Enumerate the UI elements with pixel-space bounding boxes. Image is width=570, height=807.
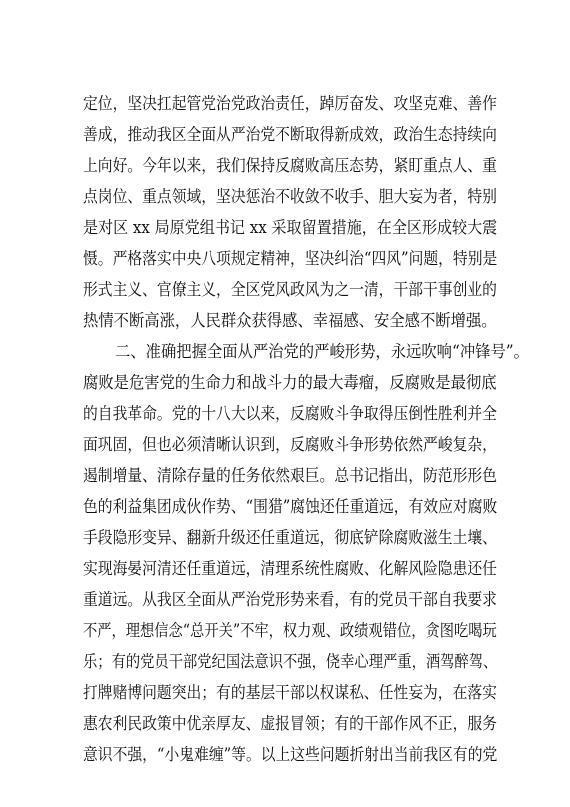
- text-line: 实现海晏河清还任重道远，清理系统性腐败、化解风险隐患还任: [83, 559, 497, 578]
- text-line: 热情不断高涨，人民群众获得感、幸福感、安全感不断增强。: [83, 311, 497, 330]
- section-heading: 二、准确把握全面从严治党的严峻形势，永远吹响“冲锋号”。: [115, 342, 529, 361]
- text-line: 上向好。今年以来，我们保持反腐败高压态势，紧盯重点人、重: [83, 156, 497, 175]
- text-line: 定位，坚决扛起管党治党政治责任，踔厉奋发、攻坚克难、善作: [83, 94, 497, 113]
- text-line: 手段隐形变异、翻新升级还任重道远，彻底铲除腐败滋生土壤、: [83, 528, 497, 547]
- text-line: 色的利益集团成伙作势、“围猎”腐蚀还任重道远，有效应对腐败: [83, 497, 498, 516]
- text-line: 点岗位、重点领域，坚决惩治不收敛不收手、胆大妄为者，特别: [83, 187, 497, 206]
- text-line: 意识不强，“小鬼难缠”等。以上这些问题折射出当前我区有的党: [83, 745, 498, 764]
- text-line: 形式主义、官僚主义，全区党风政风为之一清，干部干事创业的: [83, 280, 497, 299]
- text-line: 惠农利民政策中优亲厚友、虚报冒领；有的干部作风不正，服务: [83, 714, 497, 733]
- text-line: 慑。严格落实中央八项规定精神，坚决纠治“四风”问题，特别是: [83, 249, 498, 268]
- text-line: 面巩固，但也必须清晰认识到，反腐败斗争形势依然严峻复杂，: [83, 435, 497, 454]
- text-line: 重道远。从我区全面从严治党形势来看，有的党员干部自我要求: [83, 590, 497, 609]
- text-line: 打牌赌博问题突出；有的基层干部以权谋私、任性妄为，在落实: [83, 683, 497, 702]
- text-line: 腐败是危害党的生命力和战斗力的最大毒瘤，反腐败是最彻底: [83, 373, 497, 392]
- text-line: 善成，推动我区全面从严治党不断取得新成效，政治生态持续向: [83, 125, 497, 144]
- text-line: 乐；有的党员干部党纪国法意识不强，侥幸心理严重，酒驾醉驾、: [83, 652, 498, 671]
- text-line: 的自我革命。党的十八大以来，反腐败斗争取得压倒性胜利并全: [83, 404, 497, 423]
- text-line: 不严，理想信念“总开关”不牢，权力观、政绩观错位，贪图吃喝玩: [83, 621, 497, 640]
- text-line: 是对区 xx 局原党组书记 xx 采取留置措施，在全区形成较大震: [83, 218, 498, 237]
- text-line: 遏制增量、清除存量的任务依然艰巨。总书记指出，防范形形色: [83, 466, 497, 485]
